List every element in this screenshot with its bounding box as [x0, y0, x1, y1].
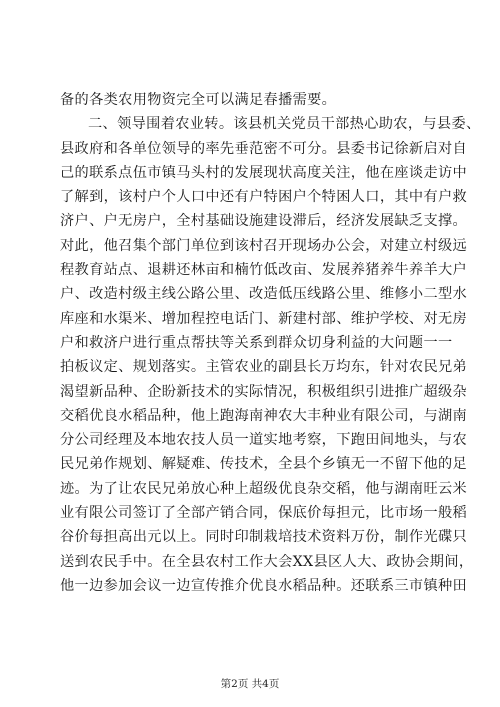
paragraph-start-line: 二、领导围着农业转。该县机关党员干部热心助农，与县委、 — [88, 116, 481, 133]
text-line: 民兄弟作规划、解疑难、传技术，全县个乡镇无一不留下他的足 — [60, 456, 468, 473]
text-line: 户和救济户进行重点帮扶等关系到群众切身利益的大问题一一 — [60, 334, 453, 351]
text-line: 谷价每担高出元以上。同时印制栽培技术资料万份，制作光碟只 — [60, 529, 468, 546]
text-line: 济户、户无房户，全村基础设施建设滞后，经济发展缺乏支撑。 — [60, 213, 468, 230]
text-line: 县政府和各单位领导的率先垂范密不可分。县委书记徐新启对自 — [60, 140, 468, 157]
text-line: 他一边参加会议一边宣传推介优良水稻品种。还联系三市镇种田 — [60, 577, 468, 594]
text-line: 拍板议定、规划落实。主管农业的副县长万均东，针对农民兄弟 — [60, 359, 468, 376]
text-line: 库座和水渠米、增加程控电话门、新建村部、维护学校、对无房 — [60, 310, 468, 327]
text-line: 对此，他召集个部门单位到该村召开现场办公会，对建立村级远 — [60, 237, 468, 254]
text-line: 业有限公司签订了全部产销合同，保底价每担元，比市场一般稻 — [60, 505, 468, 522]
text-line: 分公司经理及本地农技人员一道实地考察，下跑田间地头，与农 — [60, 432, 468, 449]
text-line: 程教育站点、退耕还林亩和楠竹低改亩、发展养猪养牛养羊大户 — [60, 262, 468, 279]
text-line: 交稻优良水稻品种，他上跑海南神农大丰种业有限公司，与湖南 — [60, 407, 468, 424]
text-line: 送到农民手中。在全县农村工作大会XX县区人大、政协会期间， — [60, 553, 474, 570]
page-number-footer: 第2页 共4页 — [220, 678, 280, 690]
text-line: 渴望新品种、企盼新技术的实际情况，积极组织引进推广超级杂 — [60, 383, 468, 400]
text-line: 迹。为了让农民兄弟放心种上超级优良杂交稻，他与湖南旺云米 — [60, 480, 468, 497]
text-line: 了解到，该村户个人口中还有户特困户个特困人口，其中有户救 — [60, 189, 468, 206]
body-text — [60, 88, 481, 598]
text-line: 户、改造村级主线公路公里、改造低压线路公里、维修小二型水 — [60, 286, 468, 303]
text-line: 己的联系点伍市镇马头村的发展现状高度关注，他在座谈走访中 — [60, 164, 468, 181]
text-line: 备的各类农用物资完全可以满足春播需要。 — [60, 92, 337, 108]
